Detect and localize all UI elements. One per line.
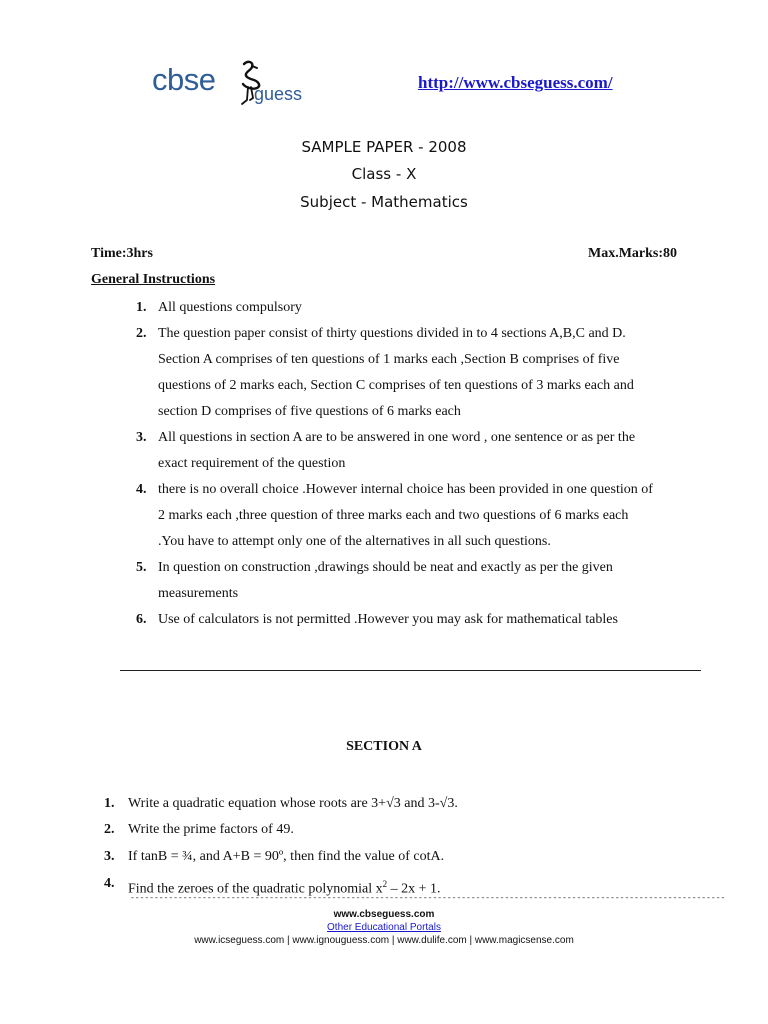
instruction-line: All questions compulsory: [158, 300, 302, 315]
instruction-text: [158, 321, 706, 425]
question-number: 4.: [104, 876, 115, 891]
instruction-number: 1.: [136, 300, 147, 315]
instruction-number: 6.: [136, 612, 147, 627]
instruction-line: 2 marks each ,three question of three marks each and two questions of 6 marks each: [158, 508, 629, 523]
instruction-text: [158, 607, 706, 633]
instruction-number: 5.: [136, 560, 147, 575]
question-text-part: – 2x + 1.: [387, 881, 441, 897]
instruction-line: .You have to attempt only one of the alternatives in all such questions.: [158, 534, 551, 549]
footer-portal-links[interactable]: www.icseguess.com | www.ignouguess.com | www.dulife.com | www.magicsense.com: [194, 935, 574, 946]
paper-title: SAMPLE PAPER - 2008: [301, 138, 467, 156]
logo-text-sub: guess: [254, 84, 303, 104]
general-instructions-heading: General Instructions: [91, 272, 216, 287]
instruction-number: 2.: [136, 326, 147, 341]
instruction-text: [158, 425, 706, 477]
question-text-part: Find the zeroes of the quadratic polynomial x: [128, 881, 383, 897]
instruction-line: Section A comprises of ten questions of 1 marks each ,Section B comprises of five: [158, 352, 620, 367]
question-text: Write the prime factors of 49.: [128, 822, 294, 837]
logo-text-main: cbse: [152, 62, 216, 97]
cbseguess-logo: [152, 60, 322, 112]
question-text: If tanB = ¾, and A+B = 90º, then find the value of cotA.: [128, 849, 445, 864]
instruction-line: Use of calculators is not permitted .However you may ask for mathematical tables: [158, 612, 618, 627]
instruction-line: In question on construction ,drawings should be neat and exactly as per the given: [158, 560, 613, 575]
class-title: Class - X: [351, 165, 417, 183]
question-number: 3.: [104, 849, 115, 864]
time-label: Time:3hrs: [91, 246, 153, 261]
max-marks-label: Max.Marks:80: [588, 246, 678, 261]
instruction-line: there is no overall choice .However internal choice has been provided in one question of: [158, 482, 653, 497]
website-link[interactable]: http://www.cbseguess.com/: [418, 73, 613, 92]
instruction-number: 3.: [136, 430, 147, 445]
footer-dashed-line: ----------------------------------------------------------------------------------------------------------------------------: [130, 894, 726, 903]
instruction-number: 4.: [136, 482, 147, 497]
exponent: 2: [382, 879, 388, 889]
section-a-heading: SECTION A: [346, 739, 422, 754]
footer-site[interactable]: www.cbseguess.com: [333, 909, 435, 920]
subject-title: Subject - Mathematics: [300, 193, 468, 211]
instruction-line: section D comprises of five questions of 6 marks each: [158, 404, 461, 419]
question-text: Write a quadratic equation whose roots are 3+√3 and 3-√3.: [128, 796, 458, 811]
horizontal-divider: [120, 670, 701, 671]
question-number: 2.: [104, 822, 115, 837]
instruction-line: All questions in section A are to be answered in one word , one sentence or as per the: [158, 430, 636, 445]
instruction-text: [158, 555, 706, 607]
instruction-line: The question paper consist of thirty questions divided in to 4 sections A,B,C and D.: [158, 326, 626, 341]
instruction-text: [158, 477, 706, 555]
instruction-text: [158, 295, 706, 321]
question-number: 1.: [104, 796, 115, 811]
instruction-line: measurements: [158, 586, 239, 601]
footer-portals-link[interactable]: Other Educational Portals: [327, 922, 441, 933]
instruction-line: questions of 2 marks each, Section C comprises of ten questions of 3 marks each and: [158, 378, 634, 393]
instruction-line: exact requirement of the question: [158, 456, 346, 471]
